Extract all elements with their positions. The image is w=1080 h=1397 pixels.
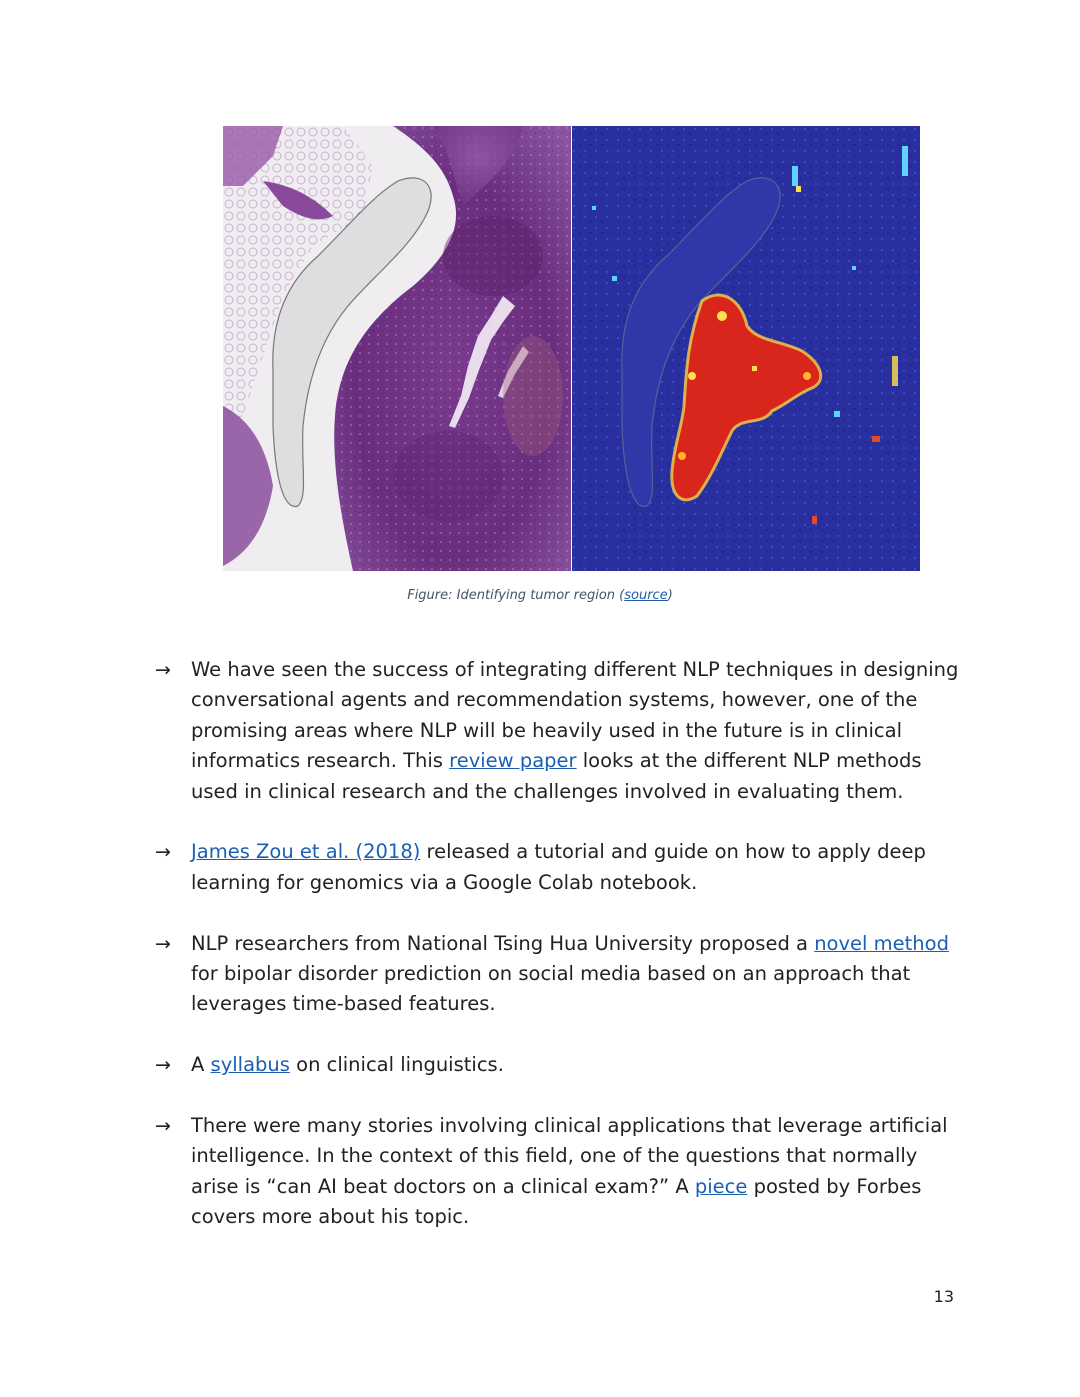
bullet-text: We have seen the success of integrating different NLP techniques in designing conversational agents and recommendation systems, however, one of the promising areas where NLP will be heavily used in the future is in clinical informatics research. This [191, 658, 959, 773]
bullet-text: posted by Forbes covers more about his topic. [191, 1174, 922, 1229]
figure-caption [0, 588, 1080, 603]
bullet-review-paper [155, 655, 965, 807]
bullet-text: NLP researchers from National Tsing Hua University proposed a [191, 931, 815, 955]
piece-link[interactable]: piece [694, 1174, 748, 1198]
novel-method-link[interactable]: novel method [814, 931, 949, 955]
tumor-figure-image [223, 126, 920, 571]
caption-suffix: ) [667, 588, 673, 603]
bullet-text: There were many stories involving clinical applications that leverage artificial intelligence. In the context of this field, one of the questions that normally arise is “can AI beat doctors on a clinical exam?” A [191, 1114, 948, 1198]
bullet-james-zou [155, 837, 965, 898]
right-arrow-icon: → [155, 841, 171, 864]
tumor-figure [223, 126, 920, 571]
james-zou-link[interactable]: James Zou et al. (2018) [191, 840, 421, 864]
bullet-list [155, 655, 965, 1263]
right-arrow-icon: → [155, 1054, 171, 1077]
page-number: 13 [933, 1287, 954, 1306]
bullet-text: released a tutorial and guide on how to apply deep learning for genomics via a Google Colab notebook. [191, 840, 926, 894]
bullet-novel-method [155, 929, 965, 1020]
syllabus-link[interactable]: syllabus [210, 1053, 290, 1077]
histology-panel [223, 126, 571, 571]
bullet-text: looks at the different NLP methods used in clinical research and the challenges involved in evaluating them. [191, 749, 922, 803]
caption-source-link[interactable]: source [624, 588, 668, 603]
right-arrow-icon: → [155, 659, 171, 681]
caption-text: Figure: Identifying tumor region ( [407, 588, 625, 603]
right-arrow-icon: → [155, 932, 171, 955]
bullet-text: on clinical linguistics. [289, 1053, 504, 1077]
heatmap-panel [572, 126, 920, 571]
bullet-text: for bipolar disorder prediction on social media based on an approach that leverages time-based features. [191, 962, 911, 1016]
bullet-forbes-piece [155, 1111, 965, 1233]
bullet-syllabus [155, 1050, 965, 1080]
bullet-text: A [191, 1053, 211, 1077]
right-arrow-icon: → [155, 1115, 171, 1138]
review-paper-link[interactable]: review paper [449, 749, 577, 773]
